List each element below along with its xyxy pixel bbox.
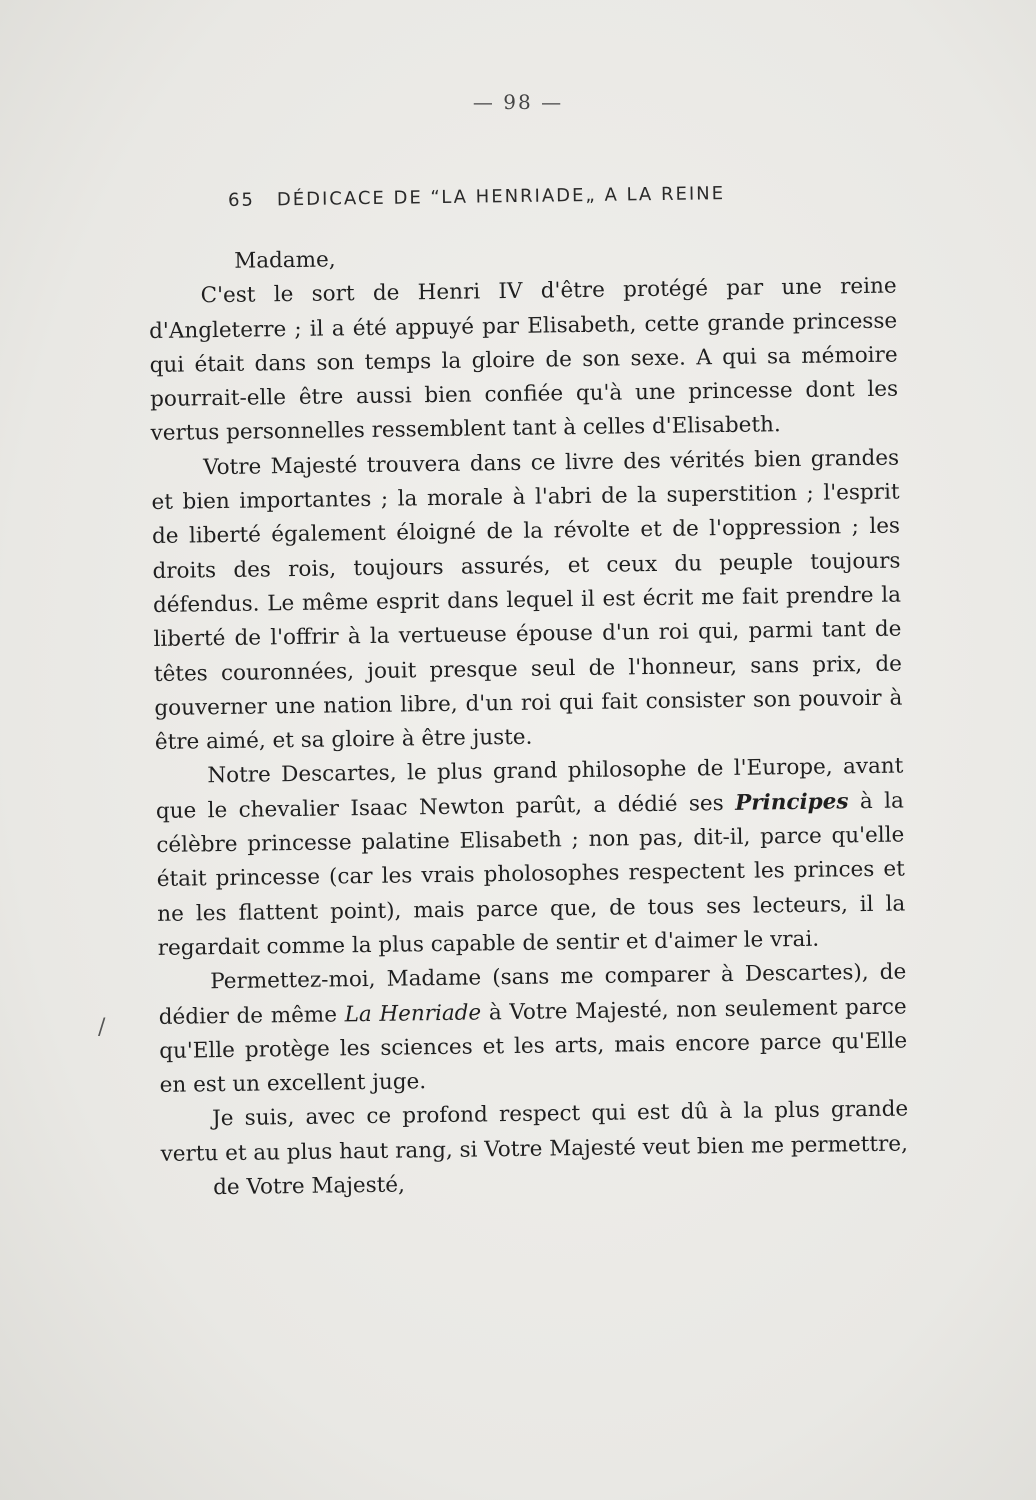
paragraph-2	[151, 441, 903, 760]
paragraph-text: Notre Descartes, le plus grand philosophe de l'Europe, avant que le chevalier Isaac Newton parût, a dédié ses	[155, 753, 904, 824]
letter-body	[148, 236, 909, 1207]
paragraph-5	[160, 1093, 909, 1172]
section-number: 65	[227, 189, 256, 211]
italic-title-principes: Principes	[734, 789, 849, 816]
paragraph-text: à la célèbre princesse palatine Elisabeth ; non pas, dit-il, parce qu'elle était princesse (car les vrais pholosophes respectent les princes et ne les flattent point), mais parce que, de tous ses lecteurs, il la regardait comme la plus capable de sentir et d'aimer le vrai.	[156, 788, 906, 961]
paragraph-text: Je suis, avec ce profond respect qui est dû à la plus grande vertu et au plus haut rang, si Votre Majesté veut bien me permettre,	[160, 1096, 909, 1167]
paragraph-text: C'est le sort de Henri IV d'être protégé par une reine d'Angleterre ; il a été appuyé par Elisabeth, cette grande princesse qui était dans son temps la gloire de son sexe. A qui sa mémoire pourrait-elle être aussi bien confiée qu'à une princesse dont les vertus personnelles ressemblent tant à celles d'Elisabeth.	[149, 273, 899, 447]
paragraph-text: Permettez-moi, Madame (sans me comparer à Descartes), de dédier de même	[158, 959, 907, 1030]
page-number: — 98 —	[472, 90, 564, 114]
closing-line: de Votre Majesté,	[212, 1172, 406, 1201]
paragraph-3	[155, 750, 906, 966]
paragraph-4	[158, 956, 908, 1104]
italic-title-henriade: La Henriade	[344, 999, 482, 1027]
section-title: DÉDICACE DE “LA HENRIADE„ A LA REINE	[276, 183, 726, 211]
paragraph-1	[148, 270, 898, 452]
salutation: Madame,	[234, 247, 336, 274]
section-heading	[228, 182, 828, 211]
paragraph-text: Votre Majesté trouvera dans ce livre des vérités bien grandes et bien importantes ; la morale à l'abri de la superstition ; l'esprit de liberté également éloigné de la révolte et de l'oppression ; les droits des rois, toujours assurés, et ceux du peuple toujours défendus. Le même esprit dans lequel il est écrit me fait prendre la liberté de l'offrir à la vertueuse épouse d'un roi qui, parmi tant de têtes couronnées, jouit presque seul de l'honneur, sans prix, de gouverner une nation libre, d'un roi qui fait consister son pouvoir à être aimé, et sa gloire à être juste.	[151, 445, 903, 756]
paragraph-text: à Votre Majesté, non seulement parce qu'Elle protège les sciences et les arts, mais encore parce qu'Elle en est un excellent juge.	[159, 994, 908, 1099]
margin-mark: /	[98, 1015, 106, 1040]
